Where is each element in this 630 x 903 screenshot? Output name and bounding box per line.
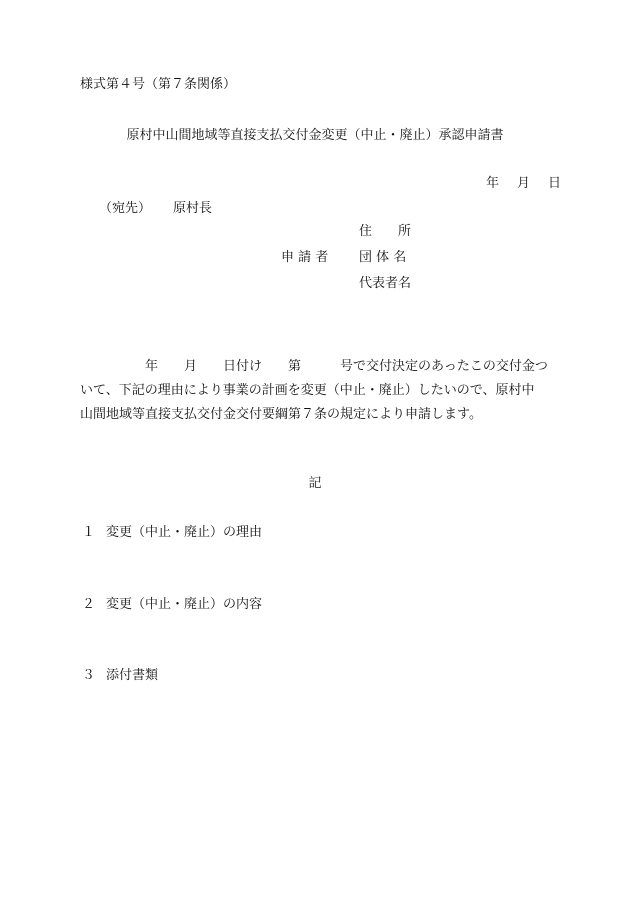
date-month: 月 — [517, 176, 531, 191]
representative-name-label: 代表者名 — [359, 276, 412, 291]
form-number: 様式第４号（第７条関係） — [80, 77, 237, 92]
organization-name-label: 団 体 名 — [359, 250, 407, 265]
ki-heading: 記 — [308, 476, 322, 491]
date-year: 年 — [486, 176, 500, 191]
addressee-prefix: （宛先） — [99, 201, 152, 216]
item-text: 変更（中止・廃止）の内容 — [106, 597, 263, 612]
item-text: 変更（中止・廃止）の理由 — [106, 525, 263, 540]
item-number: １ — [82, 525, 96, 540]
body-line-1: 年 月 日付け 第 号で交付決定のあったこの交付金つ — [80, 359, 548, 374]
body-line-2: いて、下記の理由により事業の計画を変更（中止・廃止）したいので、原村中 — [80, 383, 535, 398]
applicant-label: 申 請 者 — [281, 250, 329, 265]
body-line-3: 山間地域等直接支払交付金交付要綱第７条の規定により申請します。 — [80, 407, 482, 422]
item-attachments — [82, 668, 158, 684]
document-title: 原村中山間地域等直接支払交付金変更（中止・廃止）承認申請書 — [126, 128, 504, 143]
item-text: 添付書類 — [106, 668, 159, 683]
item-change-content — [82, 597, 262, 613]
address-label: 住 所 — [359, 224, 412, 239]
addressee — [99, 201, 212, 217]
item-number: ２ — [82, 597, 96, 612]
addressee-name: 原村長 — [173, 201, 213, 216]
item-change-reason — [82, 525, 262, 541]
date-line — [486, 176, 561, 192]
item-number: ３ — [82, 668, 96, 683]
application-body-text — [80, 355, 555, 427]
date-day: 日 — [548, 176, 562, 191]
